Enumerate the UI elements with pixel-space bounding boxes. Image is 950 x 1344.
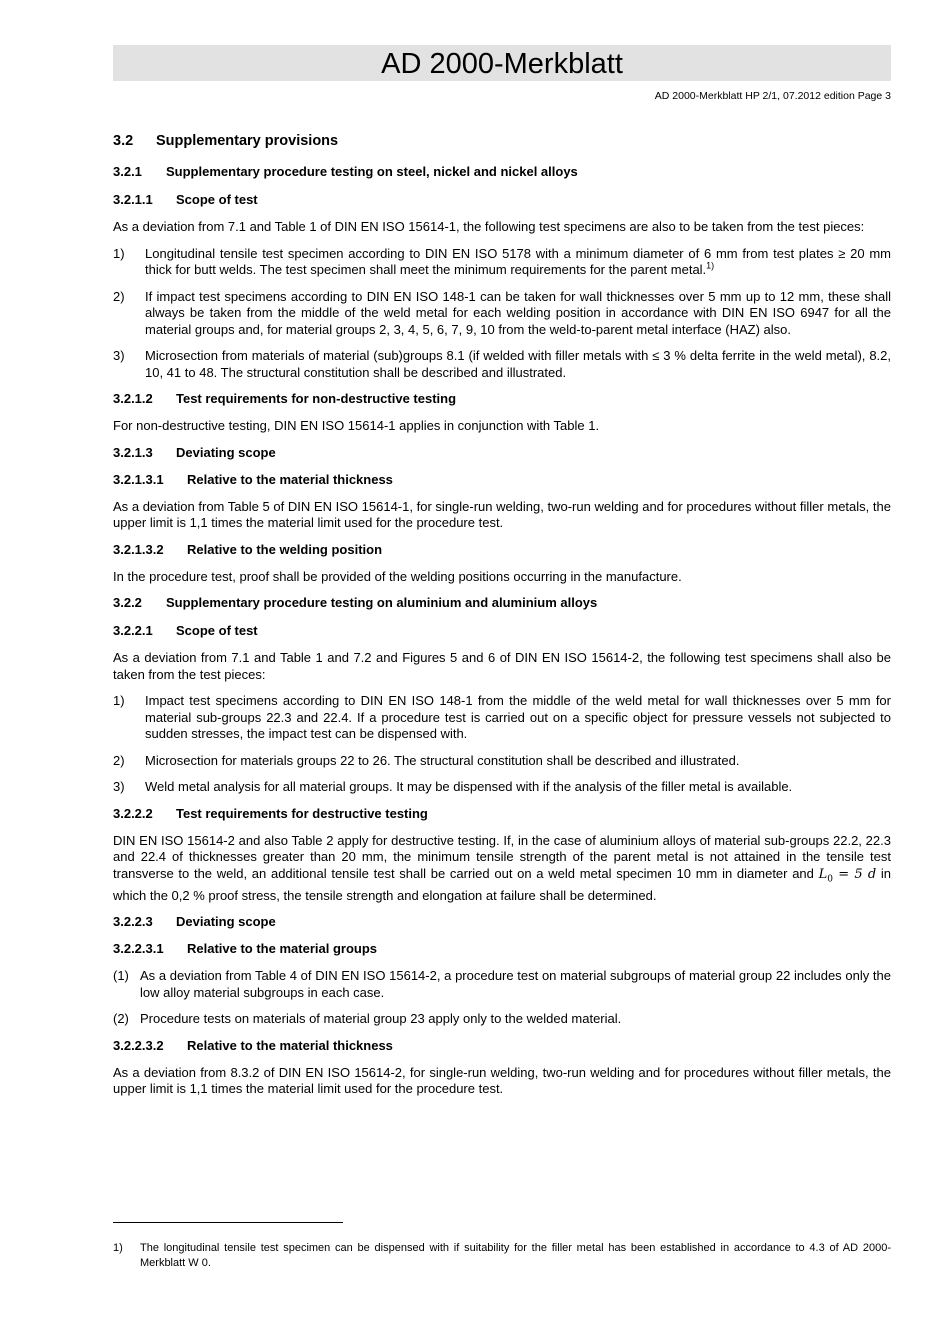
list-item (113, 753, 891, 770)
section-number: 3.2.1.2 (113, 391, 153, 406)
list-item (113, 289, 891, 339)
list-item (113, 693, 891, 743)
list-marker: 1) (113, 693, 125, 708)
list-item-text: As a deviation from Table 4 of DIN EN ISO 15614-2, a procedure test on material subgroups of material group 22 includes only the low alloy material subgroups in each case. (140, 968, 891, 1000)
paragraph: As a deviation from 8.3.2 of DIN EN ISO 15614-2, for single-run welding, two-run welding and for procedures without filler metals, the upper limit is 1,1 times the material limit used for the procedure test. (113, 1064, 891, 1097)
formula-variable: L (818, 866, 828, 882)
section-title: Deviating scope (176, 444, 276, 460)
list-marker: 3) (113, 348, 125, 363)
document-body (113, 133, 891, 1108)
document-title: AD 2000-Merkblatt (381, 48, 623, 80)
section-number: 3.2.1.1 (113, 192, 153, 207)
section-title: Relative to the material thickness (187, 1037, 393, 1053)
section-heading-3-2-1 (113, 164, 891, 179)
list-item-text: Microsection for materials groups 22 to 26. The structural constitution shall be described and illustrated. (145, 752, 740, 768)
document-title-banner (113, 45, 891, 81)
section-title: Test requirements for destructive testing (176, 805, 428, 821)
list-marker: (2) (113, 1011, 129, 1027)
list-item (113, 1011, 891, 1028)
numbered-list (113, 968, 891, 1028)
section-title: Deviating scope (176, 914, 276, 930)
list-marker: 2) (113, 752, 125, 768)
section-heading-3-2-1-2 (113, 391, 891, 406)
list-item-text: Longitudinal tensile test specimen according to DIN EN ISO 5178 with a minimum diameter of 6 mm from test plates ≥ 20 mm thick for butt welds. The test specimen shall meet the minimum requirements for the parent metal. (145, 245, 891, 277)
footnote (113, 1241, 891, 1270)
section-heading-3-2-2-2 (113, 806, 891, 821)
list-item-text: Procedure tests on materials of material group 23 apply only to the welded material. (140, 1011, 622, 1027)
list-item-text: If impact test specimens according to DIN EN ISO 148-1 can be taken for wall thicknesses over 5 mm up to 12 mm, these shall always be taken from the middle of the weld metal for each welding position in accordance with DIN EN ISO 6947 for all the material groups and, for material groups 2, 3, 4, 5, 6, 7, 9, 10 from the weld-to-parent metal interface (HAZ) also. (145, 288, 891, 337)
paragraph: As a deviation from Table 5 of DIN EN ISO 15614-1, for single-run welding, two-run welding and for procedures without filler metals, the upper limit is 1,1 times the material limit used for the procedure test. (113, 498, 891, 530)
list-item-text: Weld metal analysis for all material groups. It may be dispensed with if the analysis of the filler metal is available. (145, 779, 793, 794)
paragraph: In the procedure test, proof shall be provided of the welding positions occurring in the manufacture. (113, 568, 682, 584)
formula-rest: = 5 d (832, 866, 877, 882)
list-item (113, 348, 891, 381)
paragraph (113, 833, 891, 905)
section-heading-3-2 (113, 133, 891, 149)
section-heading-3-2-2-3-2 (113, 1038, 891, 1053)
section-number: 3.2.2.3 (113, 914, 153, 930)
section-heading-3-2-2-3-1 (113, 941, 891, 956)
section-number: 3.2.1.3.2 (113, 541, 164, 557)
section-number: 3.2.1 (113, 164, 142, 179)
page-info: AD 2000-Merkblatt HP 2/1, 07.2012 edition Page 3 (654, 90, 891, 102)
list-item-text: Microsection from materials of material (sub)groups 8.1 (if welded with filler metals with ≤ 3 % delta ferrite in the weld metal), 8.2, 10, 41 to 48. The structural constitution shall be described and illustrated. (145, 348, 891, 380)
list-marker: 3) (113, 779, 125, 794)
section-title: Relative to the material groups (187, 941, 377, 957)
section-title: Test requirements for non-destructive testing (176, 391, 457, 406)
section-title: Supplementary procedure testing on steel, nickel and nickel alloys (166, 164, 578, 179)
numbered-list (113, 693, 891, 796)
section-title: Relative to the material thickness (187, 471, 393, 487)
section-number: 3.2 (113, 133, 134, 149)
section-number: 3.2.2.2 (113, 805, 153, 821)
section-heading-3-2-2 (113, 595, 891, 610)
paragraph: For non-destructive testing, DIN EN ISO 15614-1 applies in conjunction with Table 1. (113, 418, 600, 433)
section-heading-3-2-2-1 (113, 623, 891, 638)
list-item (113, 246, 891, 279)
section-title: Scope of test (176, 623, 258, 638)
list-item (113, 968, 891, 1001)
section-number: 3.2.1.3 (113, 444, 153, 460)
paragraph-text: in which the 0,2 % proof stress, the tensile strength and elongation at failure shall be determined. (113, 865, 892, 903)
section-number: 3.2.2.3.1 (113, 941, 164, 957)
section-number: 3.2.1.3.1 (113, 471, 164, 487)
paragraph: As a deviation from 7.1 and Table 1 and 7.2 and Figures 5 and 6 of DIN EN ISO 15614-2, the following test specimens shall also be taken from the test pieces: (113, 650, 891, 682)
list-marker: 2) (113, 288, 125, 304)
list-marker: (1) (113, 968, 129, 984)
formula-subscript: 0 (827, 874, 833, 885)
section-heading-3-2-1-3-2 (113, 542, 891, 557)
formula (818, 866, 877, 885)
section-title: Supplementary procedure testing on aluminium and aluminium alloys (166, 595, 598, 610)
section-title: Supplementary provisions (156, 133, 339, 149)
footnote-reference: 1) (706, 260, 715, 271)
footnote-text: The longitudinal tensile test specimen can be dispensed with if suitability for the filler metal has been established in accordance to 4.3 of AD 2000-Merkblatt W 0. (140, 1242, 891, 1269)
section-title: Relative to the welding position (187, 541, 383, 557)
paragraph: As a deviation from 7.1 and Table 1 of DIN EN ISO 15614-1, the following test specimens are also to be taken from the test pieces: (113, 219, 865, 234)
section-number: 3.2.2.1 (113, 623, 153, 638)
section-heading-3-2-2-3 (113, 914, 891, 929)
list-item (113, 779, 891, 796)
section-heading-3-2-1-3 (113, 445, 891, 460)
section-number: 3.2.2.3.2 (113, 1037, 164, 1053)
section-heading-3-2-1-1 (113, 192, 891, 207)
section-heading-3-2-1-3-1 (113, 472, 891, 487)
footnote-marker: 1) (113, 1242, 123, 1254)
footnote-divider (113, 1222, 343, 1223)
section-number: 3.2.2 (113, 595, 142, 610)
list-marker: 1) (113, 245, 125, 261)
section-title: Scope of test (176, 192, 258, 207)
numbered-list (113, 246, 891, 382)
list-item-text: Impact test specimens according to DIN EN ISO 148-1 from the middle of the weld metal for wall thicknesses over 5 mm for material sub-groups 22.3 and 22.4. If a procedure test is carried out on a specific object for pressure vessels not subjected to sudden stresses, the impact test can be dispensed with. (145, 693, 891, 741)
paragraph-text: DIN EN ISO 15614-2 and also Table 2 apply for destructive testing. If, in the case of aluminium alloys of material sub-groups 22.2, 22.3 and 22.4 of thicknesses greater than 20 mm, the minimum tensile strength of the parent metal is not attained in the tensile test transverse to the weld, an additional tensile test shall be carried out on a weld metal specimen 10 mm in diameter and (113, 832, 891, 881)
